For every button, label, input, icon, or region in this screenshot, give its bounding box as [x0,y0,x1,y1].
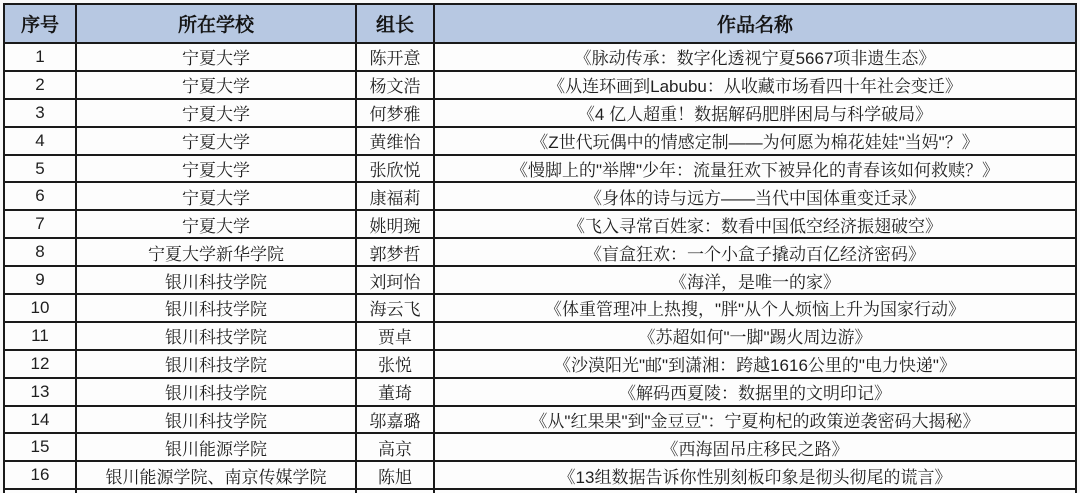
cell-no: 5 [4,155,76,183]
cell-no: 4 [4,127,76,155]
table-row [4,210,1076,238]
cell-title: 《脉动传承：数字化透视宁夏5667项非遗生态》 [434,43,1076,71]
table-header [4,4,1076,43]
cell-no: 11 [4,322,76,350]
cell-title: 《从"红果果"到"金豆豆"：宁夏枸杞的政策逆袭密码大揭秘》 [434,406,1076,434]
cell-empty [4,489,76,493]
cell-leader: 刘珂怡 [356,266,434,294]
cell-no: 13 [4,378,76,406]
cell-title: 《海洋，是唯一的家》 [434,266,1076,294]
cell-no: 14 [4,406,76,434]
cell-no: 12 [4,350,76,378]
table-row [4,266,1076,294]
cell-empty [434,489,1076,493]
cell-leader: 张悦 [356,350,434,378]
cell-leader: 康福莉 [356,182,434,210]
cell-school: 银川科技学院 [76,322,356,350]
cell-title: 《体重管理冲上热搜，"胖"从个人烦恼上升为国家行动》 [434,294,1076,322]
cell-title: 《4 亿人超重！数据解码肥胖困局与科学破局》 [434,99,1076,127]
cell-school: 宁夏大学 [76,43,356,71]
table-row [4,322,1076,350]
cell-school: 银川能源学院、南京传媒学院 [76,461,356,489]
header-cell-school: 所在学校 [76,4,356,43]
cell-no: 6 [4,182,76,210]
cell-title: 《从连环画到Labubu：从收藏市场看四十年社会变迁》 [434,71,1076,99]
cell-school: 宁夏大学 [76,127,356,155]
cell-no: 15 [4,433,76,461]
cell-school: 宁夏大学 [76,182,356,210]
cell-leader: 张欣悦 [356,155,434,183]
cell-no: 2 [4,71,76,99]
cell-empty [356,489,434,493]
cell-title: 《13组数据告诉你性别刻板印象是彻头彻尾的谎言》 [434,461,1076,489]
cell-leader: 高京 [356,433,434,461]
cell-title: 《盲盒狂欢：一个小盒子撬动百亿经济密码》 [434,238,1076,266]
cell-leader: 杨文浩 [356,71,434,99]
cell-title: 《苏超如何"一脚"踢火周边游》 [434,322,1076,350]
cell-school: 宁夏大学 [76,99,356,127]
table-row [4,461,1076,489]
table-row [4,433,1076,461]
header-cell-no: 序号 [4,4,76,43]
cell-school: 银川能源学院 [76,433,356,461]
cell-no: 7 [4,210,76,238]
cell-title: 《解码西夏陵：数据里的文明印记》 [434,378,1076,406]
cell-title: 《Z世代玩偶中的情感定制——为何愿为棉花娃娃"当妈"？》 [434,127,1076,155]
cell-no: 1 [4,43,76,71]
table-header-row [4,4,1076,43]
cell-title: 《慢脚上的"举牌"少年：流量狂欢下被异化的青春该如何救赎？》 [434,155,1076,183]
cell-leader: 董琦 [356,378,434,406]
cell-leader: 贾卓 [356,322,434,350]
cell-no: 3 [4,99,76,127]
cell-school: 银川科技学院 [76,266,356,294]
cell-leader: 海云飞 [356,294,434,322]
cell-leader: 郭梦哲 [356,238,434,266]
cell-no: 9 [4,266,76,294]
cell-school: 宁夏大学 [76,210,356,238]
cell-school: 宁夏大学 [76,71,356,99]
cell-leader: 何梦雅 [356,99,434,127]
header-cell-title: 作品名称 [434,4,1076,43]
cell-no: 8 [4,238,76,266]
cell-school: 宁夏大学 [76,155,356,183]
cell-school: 银川科技学院 [76,350,356,378]
table-row [4,378,1076,406]
cell-leader: 陈开意 [356,43,434,71]
table-row [4,43,1076,71]
table-body [4,43,1076,493]
cell-school: 银川科技学院 [76,294,356,322]
cell-title: 《沙漠阳光"邮"到潇湘：跨越1616公里的"电力快递"》 [434,350,1076,378]
cell-title: 《身体的诗与远方——当代中国体重变迁录》 [434,182,1076,210]
cell-leader: 邬嘉璐 [356,406,434,434]
competition-entries-table [3,3,1077,493]
table-row [4,182,1076,210]
cell-empty [76,489,356,493]
cell-school: 宁夏大学新华学院 [76,238,356,266]
cell-school: 银川科技学院 [76,406,356,434]
cell-title: 《西海固吊庄移民之路》 [434,433,1076,461]
cell-no: 10 [4,294,76,322]
table-row [4,155,1076,183]
cell-leader: 姚明琬 [356,210,434,238]
table-row [4,71,1076,99]
cell-no: 16 [4,461,76,489]
cell-title: 《飞入寻常百姓家：数看中国低空经济振翅破空》 [434,210,1076,238]
cell-leader: 陈旭 [356,461,434,489]
cell-school: 银川科技学院 [76,378,356,406]
table-row [4,294,1076,322]
table-row [4,99,1076,127]
table-row-partial [4,489,1076,493]
table-row [4,238,1076,266]
cell-leader: 黄维怡 [356,127,434,155]
table-row [4,350,1076,378]
table-row [4,127,1076,155]
table-row [4,406,1076,434]
header-cell-leader: 组长 [356,4,434,43]
